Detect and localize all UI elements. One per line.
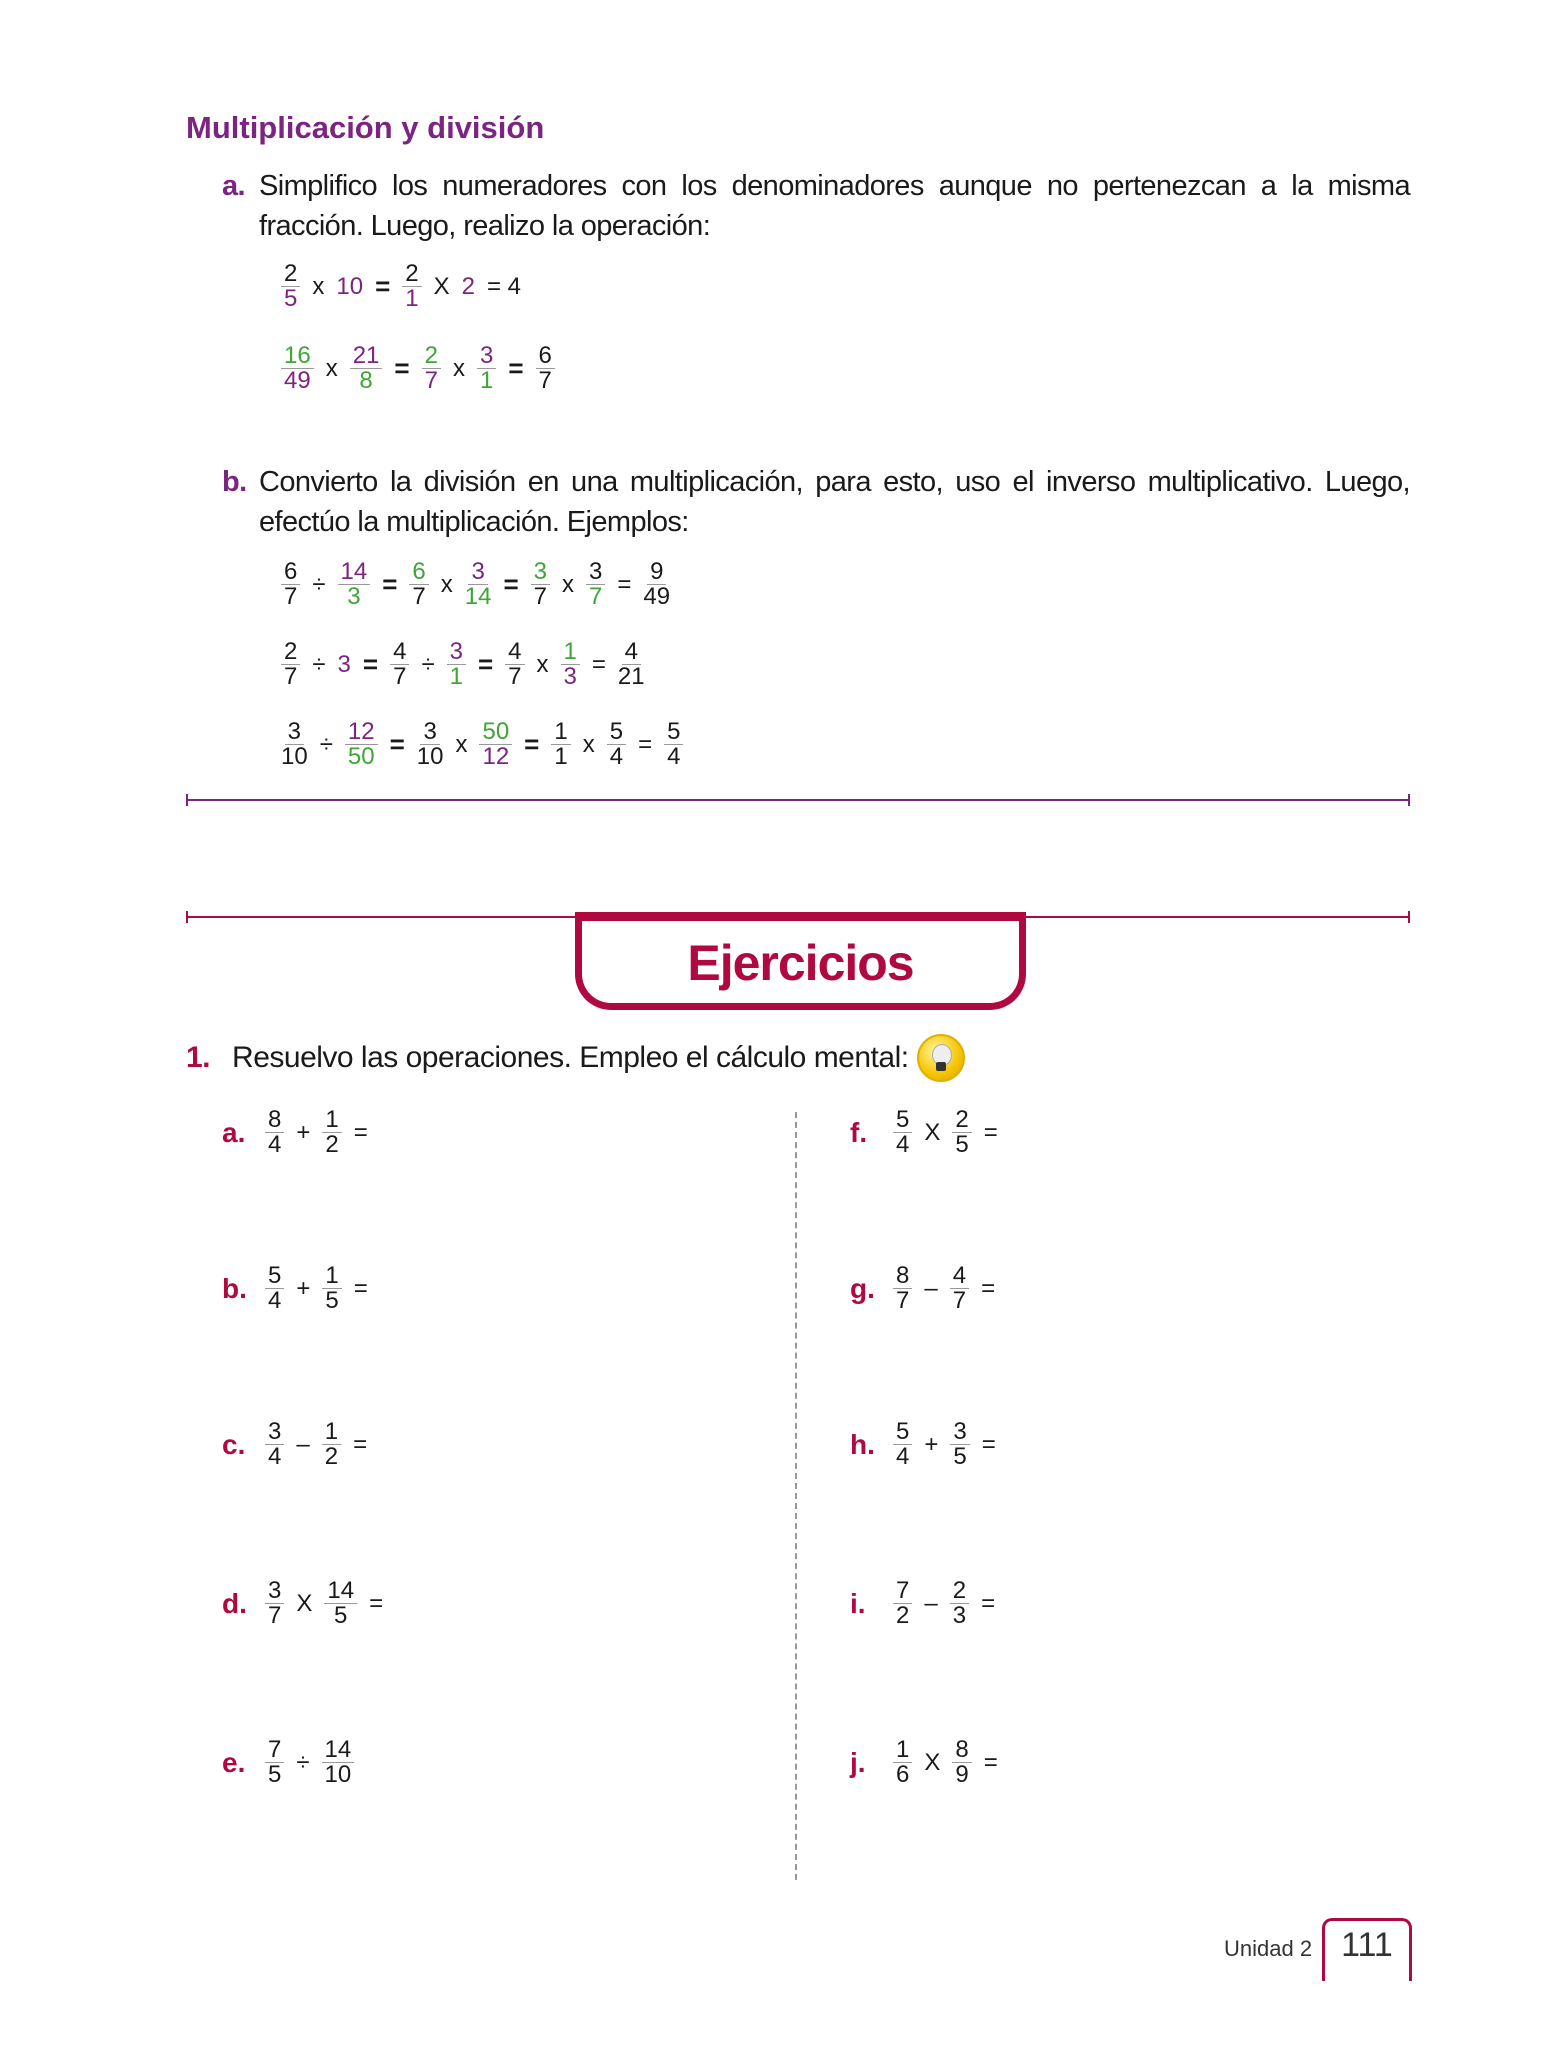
operator: + <box>924 1430 939 1458</box>
operator: x <box>440 570 453 598</box>
operator: x <box>536 650 549 678</box>
operator: = <box>477 649 494 679</box>
operator: = <box>503 569 519 599</box>
exercise-expression <box>262 1264 371 1313</box>
operator: = <box>638 730 653 758</box>
numerator: 1 <box>322 1420 341 1445</box>
question-text: Resuelvo las operaciones. Empleo el cálculo mental: <box>232 1041 909 1074</box>
fraction <box>950 1420 969 1469</box>
example-b-1 <box>278 560 673 609</box>
numerator: 3 <box>950 1420 969 1445</box>
denominator: 2 <box>896 1602 910 1629</box>
denominator: 8 <box>359 367 373 394</box>
fraction <box>586 560 605 609</box>
operator: X <box>433 272 450 300</box>
denominator: 12 <box>482 743 510 770</box>
example-a-1 <box>278 262 524 311</box>
fraction <box>345 720 378 769</box>
denominator: 7 <box>896 1287 910 1314</box>
lightbulb-icon <box>917 1034 965 1082</box>
denominator: 2 <box>325 1131 339 1158</box>
item-text: Convierto la división en una multiplicación, para esto, uso el inverso multiplicativo. Luego, efectúo la multiplicación. Ejemplos: <box>259 466 1410 538</box>
numerator: 3 <box>477 344 496 369</box>
exercises-title: Ejercicios <box>687 935 914 991</box>
fraction <box>281 262 300 311</box>
denominator: 7 <box>393 663 407 690</box>
operator: X <box>924 1118 941 1146</box>
numerator: 9 <box>647 560 666 585</box>
denominator: 1 <box>449 663 463 690</box>
denominator: 6 <box>896 1761 910 1788</box>
operator: = <box>981 1430 996 1458</box>
number: 2 <box>461 272 475 300</box>
item-label: a. <box>222 170 245 202</box>
operator: = <box>353 1118 368 1146</box>
exercise-d <box>222 1579 386 1628</box>
exercise-label: b. <box>222 1272 247 1304</box>
numerator: 8 <box>893 1264 912 1289</box>
column-divider <box>795 1112 797 1880</box>
denominator: 10 <box>416 743 444 770</box>
denominator: 5 <box>325 1287 339 1314</box>
fraction <box>281 344 314 393</box>
denominator: 7 <box>284 663 298 690</box>
denominator: 4 <box>896 1131 910 1158</box>
fraction <box>265 1108 284 1157</box>
fraction <box>643 560 670 609</box>
operator: x <box>582 730 595 758</box>
item-b <box>222 462 1410 542</box>
exercise-expression <box>890 1579 998 1628</box>
fraction <box>422 344 441 393</box>
numerator: 4 <box>950 1264 969 1289</box>
denominator: 7 <box>412 583 426 610</box>
fraction <box>265 1579 284 1628</box>
fraction <box>893 1738 912 1787</box>
numerator: 3 <box>586 560 605 585</box>
operator: = <box>617 570 632 598</box>
numerator: 6 <box>281 560 300 585</box>
numerator: 3 <box>265 1420 284 1445</box>
numerator: 12 <box>345 720 378 745</box>
operator: = <box>394 353 410 383</box>
denominator: 7 <box>533 583 548 610</box>
fraction <box>561 640 580 689</box>
numerator: 1 <box>551 720 570 745</box>
denominator: 4 <box>268 1131 282 1158</box>
fraction <box>664 720 683 769</box>
denominator: 4 <box>268 1287 282 1314</box>
numerator: 3 <box>265 1579 284 1604</box>
operator: x <box>312 272 325 300</box>
fraction <box>950 1264 969 1313</box>
numerator: 14 <box>338 560 371 585</box>
denominator: 5 <box>955 1131 969 1158</box>
numerator: 1 <box>322 1264 341 1289</box>
example-a-2 <box>278 344 558 393</box>
unit-label: Unidad 2 <box>1224 1936 1313 1961</box>
denominator: 1 <box>405 285 419 312</box>
numerator: 8 <box>265 1108 284 1133</box>
fraction <box>322 1108 341 1157</box>
operator: + <box>296 1274 311 1302</box>
fraction <box>322 1420 341 1469</box>
operator: x <box>452 354 465 382</box>
denominator: 1 <box>554 743 568 770</box>
exercise-expression <box>890 1738 1001 1787</box>
item-text: Simplifico los numeradores con los denominadores aunque no pertenezcan a la misma fracción. Luego, realizo la operación: <box>259 170 1410 242</box>
fraction <box>893 1579 912 1628</box>
fraction <box>417 720 444 769</box>
numerator: 5 <box>265 1264 284 1289</box>
item-a <box>222 166 1410 246</box>
fraction <box>322 1264 341 1313</box>
section-divider <box>186 799 1410 801</box>
denominator: 3 <box>347 583 361 610</box>
operator: ÷ <box>296 1748 310 1776</box>
numerator: 14 <box>324 1579 357 1604</box>
fraction <box>465 560 492 609</box>
fraction <box>338 560 371 609</box>
denominator: 7 <box>952 1287 967 1314</box>
denominator: 3 <box>563 663 577 690</box>
numerator: 2 <box>402 262 421 287</box>
exercise-label: g. <box>850 1272 875 1304</box>
denominator: 5 <box>334 1602 348 1629</box>
operator: = <box>353 1430 368 1458</box>
operator: = <box>375 271 391 301</box>
fraction <box>477 344 496 393</box>
numerator: 8 <box>952 1738 971 1763</box>
exercise-j <box>850 1738 1001 1787</box>
denominator: 7 <box>424 367 438 394</box>
fraction <box>950 1579 969 1628</box>
operator: = <box>353 1274 368 1302</box>
fraction <box>265 1738 284 1787</box>
denominator: 5 <box>284 285 298 312</box>
operator: + <box>296 1118 311 1146</box>
fraction <box>281 640 300 689</box>
exercise-label: d. <box>222 1587 247 1619</box>
denominator: 7 <box>589 583 603 610</box>
fraction <box>350 344 383 393</box>
exercise-a <box>222 1108 371 1157</box>
denominator: 4 <box>609 743 624 770</box>
numerator: 2 <box>422 344 441 369</box>
numerator: 1 <box>561 640 580 665</box>
denominator: 21 <box>617 663 645 690</box>
numerator: 4 <box>622 640 641 665</box>
exercise-label: e. <box>222 1746 246 1778</box>
fraction <box>324 1579 357 1628</box>
numerator: 3 <box>531 560 550 585</box>
exercise-f <box>850 1108 1001 1157</box>
numerator: 6 <box>536 344 555 369</box>
denominator: 10 <box>281 743 308 770</box>
operator: = <box>389 729 405 759</box>
operator: = <box>369 1589 384 1617</box>
example-b-2 <box>278 640 648 689</box>
example-b-3 <box>278 720 686 769</box>
operator: = <box>591 650 606 678</box>
denominator: 9 <box>955 1761 969 1788</box>
denominator: 4 <box>667 743 681 770</box>
exercise-g <box>850 1264 998 1313</box>
operator: = <box>981 1274 996 1302</box>
operator: = <box>382 569 398 599</box>
numerator: 4 <box>505 640 524 665</box>
operator: ÷ <box>421 650 435 678</box>
denominator: 7 <box>284 583 298 610</box>
fraction <box>390 640 409 689</box>
exercise-label: j. <box>850 1746 866 1778</box>
operator: X <box>296 1589 313 1617</box>
operator: = <box>983 1748 998 1776</box>
page-number: 111 <box>1322 1918 1412 1981</box>
numerator: 1 <box>893 1738 912 1763</box>
fraction <box>281 720 308 769</box>
numerator: 3 <box>285 720 304 745</box>
operator: – <box>924 1589 938 1617</box>
operator: X <box>924 1748 941 1776</box>
fraction <box>952 1738 971 1787</box>
denominator: 14 <box>464 583 492 610</box>
fraction <box>607 720 626 769</box>
denominator: 2 <box>324 1443 339 1470</box>
exercise-c <box>222 1420 370 1469</box>
operator: x <box>455 730 468 758</box>
fraction <box>893 1264 912 1313</box>
operator: ÷ <box>312 570 326 598</box>
denominator: 4 <box>896 1443 910 1470</box>
denominator: 50 <box>347 743 375 770</box>
denominator: 7 <box>538 367 552 394</box>
denominator: 4 <box>268 1443 282 1470</box>
exercise-expression <box>262 1579 386 1628</box>
denominator: 5 <box>953 1443 967 1470</box>
exercise-expression <box>262 1420 370 1469</box>
exercise-b <box>222 1264 371 1313</box>
number: 10 <box>336 272 364 300</box>
fraction <box>505 640 524 689</box>
numerator: 2 <box>281 262 300 287</box>
numerator: 3 <box>468 560 487 585</box>
numerator: 2 <box>950 1579 969 1604</box>
exercise-label: h. <box>850 1428 875 1460</box>
numerator: 2 <box>952 1108 971 1133</box>
denominator: 49 <box>643 583 671 610</box>
fraction <box>281 560 300 609</box>
operator: – <box>924 1274 938 1302</box>
exercise-expression <box>262 1738 357 1787</box>
numerator: 21 <box>350 344 383 369</box>
fraction <box>893 1108 912 1157</box>
fraction <box>479 720 512 769</box>
exercise-label: f. <box>850 1116 868 1148</box>
operator: ÷ <box>319 730 333 758</box>
number: 3 <box>337 650 351 678</box>
fraction <box>952 1108 971 1157</box>
exercise-h <box>850 1420 999 1469</box>
numerator: 1 <box>322 1108 341 1133</box>
exercises-header <box>575 912 1026 1010</box>
numerator: 4 <box>390 640 409 665</box>
numerator: 16 <box>281 344 314 369</box>
denominator: 49 <box>284 367 311 394</box>
numerator: 7 <box>893 1579 912 1604</box>
operator: = <box>362 649 379 679</box>
operator: ÷ <box>312 650 326 678</box>
exercise-expression <box>890 1264 998 1313</box>
denominator: 1 <box>479 367 494 394</box>
denominator: 7 <box>508 663 522 690</box>
numerator: 50 <box>479 720 512 745</box>
denominator: 7 <box>268 1602 282 1629</box>
operator: x <box>325 354 338 382</box>
operator: = <box>981 1589 996 1617</box>
fraction <box>265 1264 284 1313</box>
denominator: 5 <box>268 1761 282 1788</box>
question-number: 1. <box>186 1041 211 1074</box>
operator: = <box>524 729 540 759</box>
numerator: 5 <box>893 1420 912 1445</box>
exercise-i <box>850 1579 998 1628</box>
numerator: 5 <box>607 720 626 745</box>
exercise-expression <box>890 1108 1001 1157</box>
exercise-label: i. <box>850 1587 866 1619</box>
exercise-label: a. <box>222 1116 246 1148</box>
numerator: 6 <box>409 560 428 585</box>
operator: = <box>983 1118 998 1146</box>
numerator: 3 <box>420 720 439 745</box>
section-title: Multiplicación y división <box>186 110 545 145</box>
fraction <box>265 1420 284 1469</box>
numerator: 5 <box>664 720 683 745</box>
operator: x <box>562 570 575 598</box>
exercise-expression <box>890 1420 999 1469</box>
numerator: 2 <box>281 640 300 665</box>
fraction <box>409 560 428 609</box>
fraction <box>893 1420 912 1469</box>
question-1 <box>186 1034 965 1082</box>
item-label: b. <box>222 466 247 498</box>
denominator: 3 <box>952 1602 967 1629</box>
numerator: 3 <box>447 640 466 665</box>
exercise-e <box>222 1738 357 1787</box>
numerator: 14 <box>322 1738 355 1763</box>
exercise-label: c. <box>222 1428 246 1460</box>
fraction <box>322 1738 355 1787</box>
numerator: 7 <box>265 1738 284 1763</box>
exercise-expression <box>262 1108 371 1157</box>
fraction <box>447 640 466 689</box>
denominator: 10 <box>324 1761 352 1788</box>
operator: = <box>508 353 524 383</box>
fraction <box>536 344 555 393</box>
numerator: 5 <box>893 1108 912 1133</box>
fraction <box>402 262 421 311</box>
fraction <box>531 560 550 609</box>
operator: – <box>296 1430 310 1458</box>
fraction <box>551 720 570 769</box>
fraction <box>618 640 645 689</box>
operator: = 4 <box>486 272 522 300</box>
